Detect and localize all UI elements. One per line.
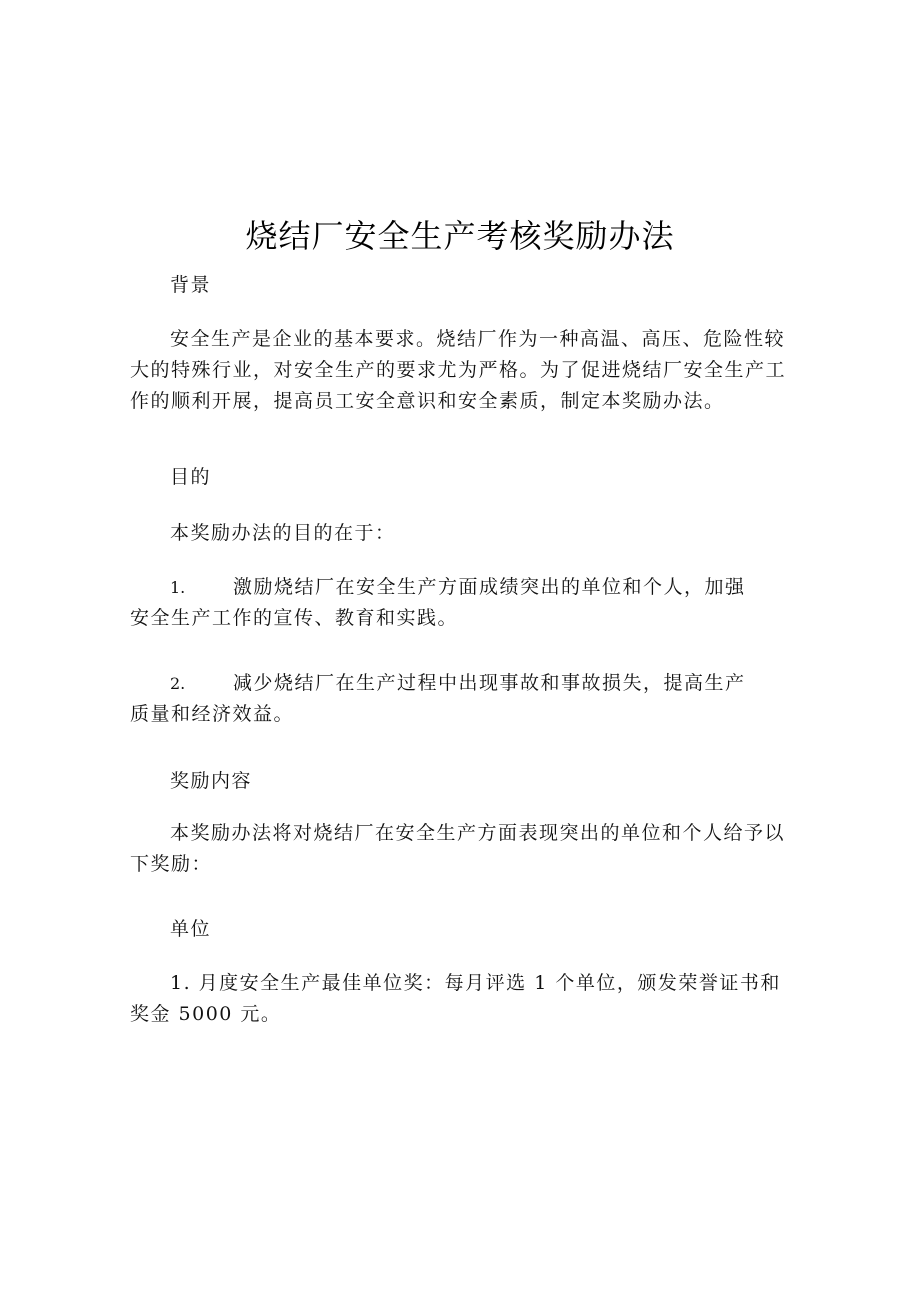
paragraph-purpose-intro: 本奖励办法的目的在于： — [170, 522, 396, 544]
purpose-item-1-number: 1. — [170, 578, 186, 597]
paragraph-unit-item-1: 1. 月度安全生产最佳单位奖：每月评选 1 个单位，颁发荣誉证书和奖金 5000 元。 — [130, 972, 781, 1025]
document-title: 烧结厂安全生产考核奖励办法 — [245, 217, 675, 255]
purpose-item-2-number: 2. — [170, 674, 186, 693]
purpose-item-2-text-1: 减少烧结厂在生产过程中出现事故和事故损失，提高生产 — [233, 672, 746, 694]
paragraph-reward-intro: 本奖励办法将对烧结厂在安全生产方面表现突出的单位和个人给予以下奖励： — [130, 822, 786, 875]
section-heading-unit: 单位 — [170, 918, 212, 940]
section-heading-reward: 奖励内容 — [170, 770, 253, 792]
purpose-list-item-1 — [130, 572, 790, 634]
paragraph-background: 安全生产是企业的基本要求。烧结厂作为一种高温、高压、危险性较大的特殊行业，对安全生产的要求尤为严格。为了促进烧结厂安全生产工作的顺利开展，提高员工安全意识和安全素质，制定本奖励办法。 — [130, 328, 787, 412]
purpose-item-1-text-2: 安全生产工作的宣传、教育和实践。 — [130, 607, 459, 629]
purpose-item-1-text-1: 激励烧结厂在安全生产方面成绩突出的单位和个人，加强 — [233, 576, 746, 598]
section-heading-purpose: 目的 — [170, 466, 212, 488]
purpose-item-2-text-2: 质量和经济效益。 — [130, 703, 295, 725]
section-heading-background: 背景 — [170, 274, 212, 296]
purpose-item-1-line-1 — [130, 572, 790, 603]
purpose-item-2-line-1 — [130, 668, 790, 699]
purpose-list-item-2 — [130, 668, 790, 730]
